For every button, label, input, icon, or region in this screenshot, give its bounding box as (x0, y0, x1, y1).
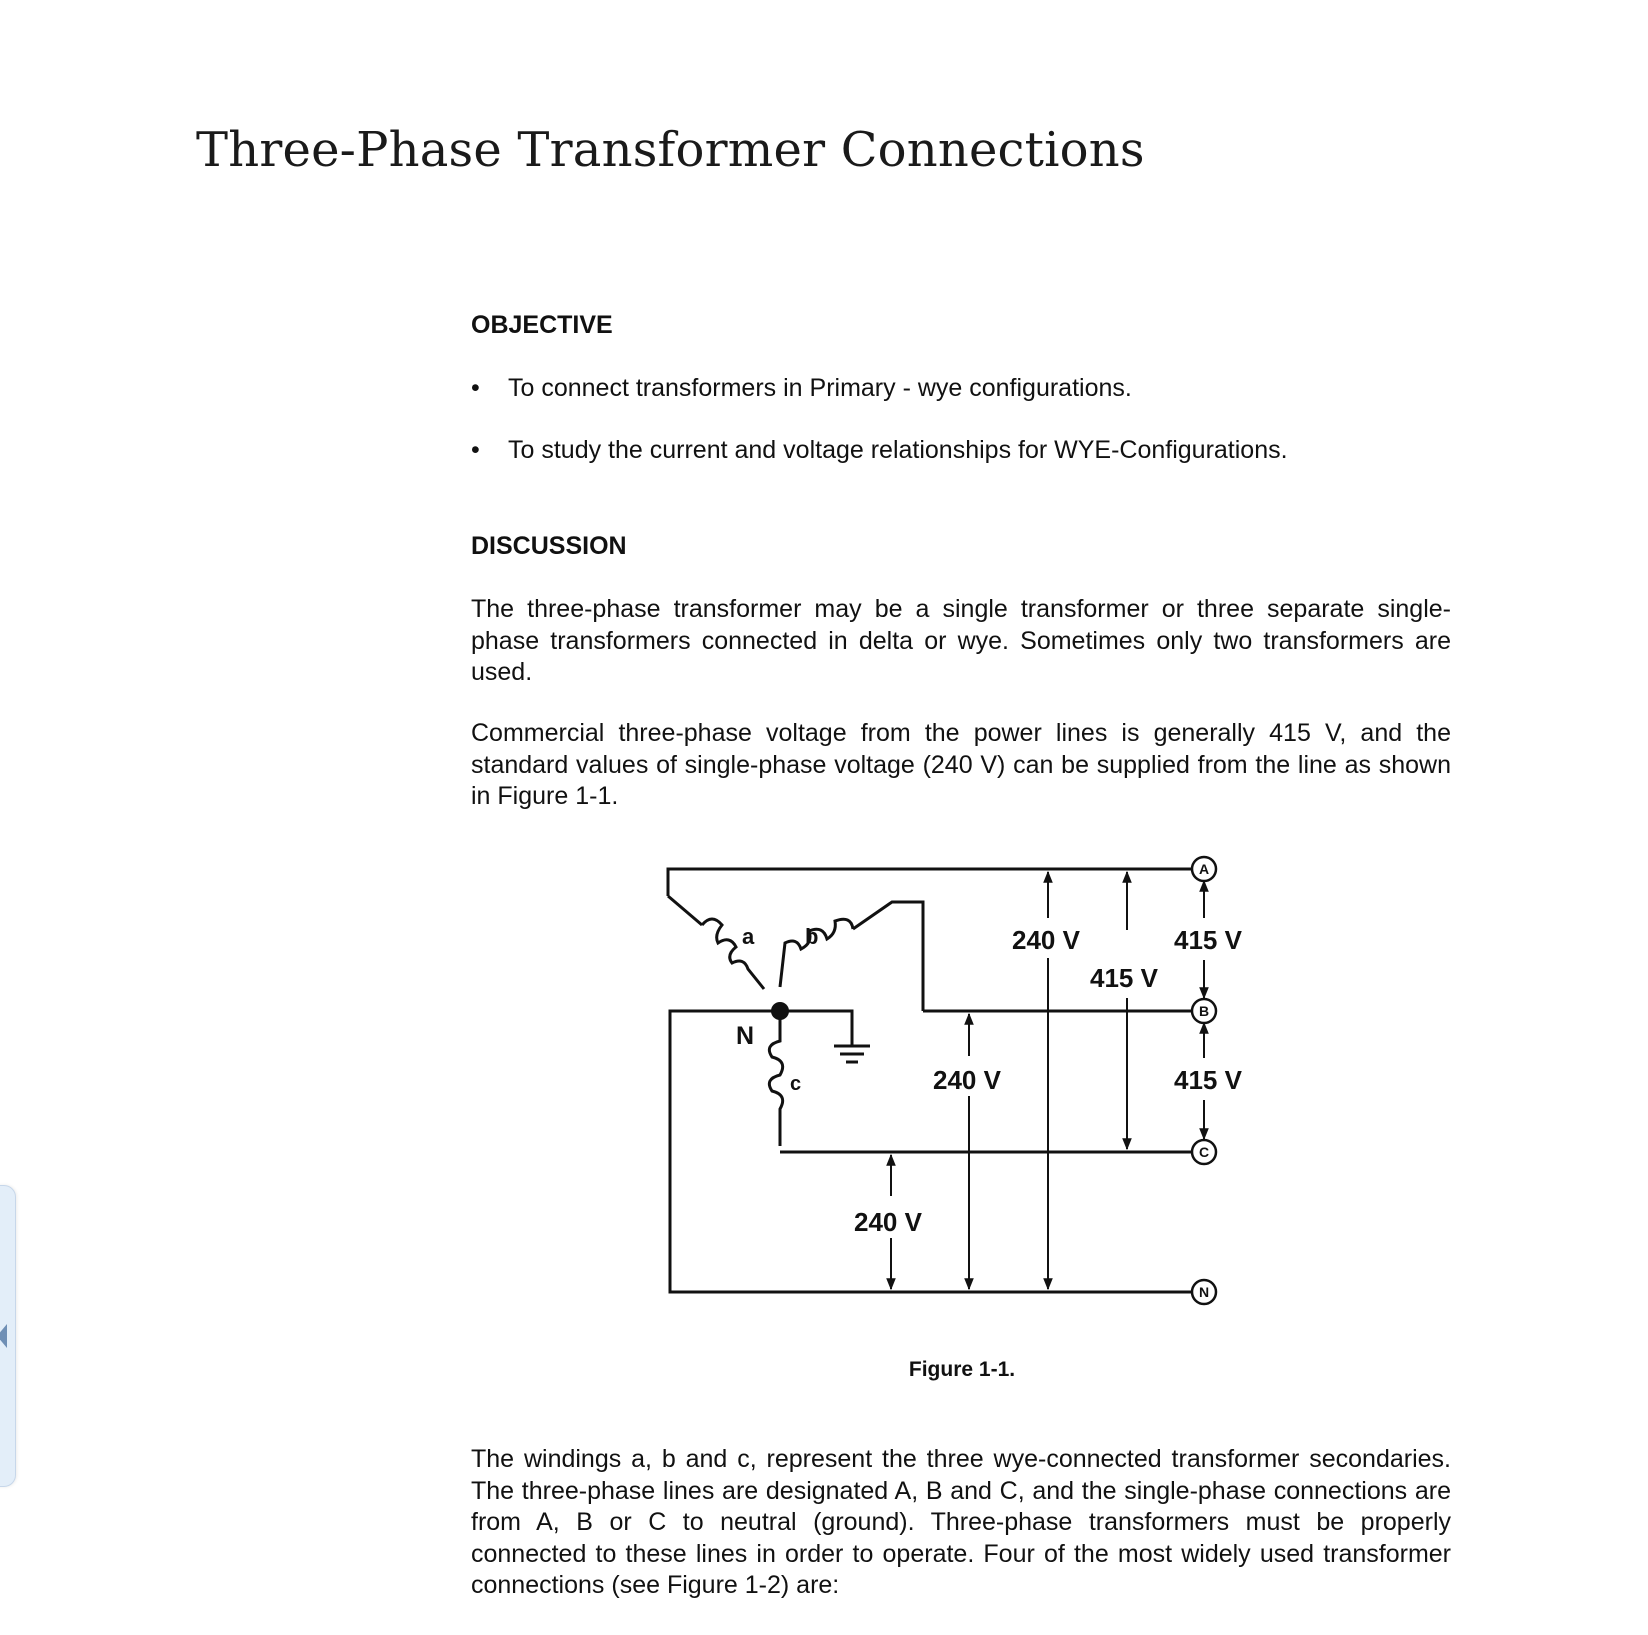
voltage-b-c: 415 V (1174, 1065, 1242, 1095)
discussion-heading: DISCUSSION (471, 532, 627, 560)
winding-a-label: a (742, 924, 755, 949)
winding-c-coil (769, 1011, 782, 1146)
chevron-left-icon (0, 1324, 7, 1348)
objective-heading: OBJECTIVE (471, 311, 613, 339)
winding-b-label: b (805, 924, 819, 949)
terminal-n-label: N (1198, 1284, 1210, 1300)
side-panel-tab[interactable] (0, 1185, 16, 1487)
objective-bullet-text: To connect transformers in Primary - wye configurations. (508, 374, 1132, 402)
terminal-a-label: A (1198, 861, 1210, 877)
bullet-icon: • (471, 374, 480, 402)
page-title: Three-Phase Transformer Connections (196, 122, 1145, 178)
neutral-node (771, 1002, 789, 1020)
voltage-c-n: 240 V (854, 1207, 922, 1237)
discussion-paragraph-3: The windings a, b and c, represent the three wye-connected transformer secondaries. The three-phase lines are designated A, B and C, and the single-phase connections are from A, B or C to neutral (ground). Three-phase transformers must be properly connected to these lines in order to operate. Four of the most widely used transformer connections (see Figure 1-2) are: (471, 1445, 1451, 1599)
neutral-label: N (736, 1022, 755, 1050)
bullet-icon: • (471, 436, 480, 464)
wire-line-b (853, 902, 923, 1011)
wire-winding-a-lead (668, 896, 702, 925)
objective-bullet-text: To study the current and voltage relationships for WYE-Configurations. (508, 436, 1288, 464)
terminal-c-label: C (1198, 1144, 1210, 1160)
voltage-a-n: 240 V (1012, 925, 1080, 955)
terminal-b-label: B (1198, 1003, 1210, 1019)
discussion-paragraph-2: Commercial three-phase voltage from the power lines is generally 415 V, and the standard values of single-phase voltage (240 V) can be supplied from the line as shown in Figure 1-1. (471, 719, 1451, 810)
voltage-b-n: 240 V (933, 1065, 1001, 1095)
voltage-a-b: 415 V (1174, 925, 1242, 955)
winding-a-coil (702, 919, 764, 989)
winding-c-label: c (790, 1073, 802, 1095)
wire-ground-lead (780, 1011, 852, 1046)
voltage-a-c: 415 V (1090, 963, 1158, 993)
wire-line-a (668, 869, 1191, 896)
figure-caption: Figure 1-1. (908, 1358, 1016, 1381)
discussion-paragraph-1: The three-phase transformer may be a single transformer or three separate single-phase transformers connected in delta or wye. Sometimes only two transformers are used. (471, 595, 1451, 686)
